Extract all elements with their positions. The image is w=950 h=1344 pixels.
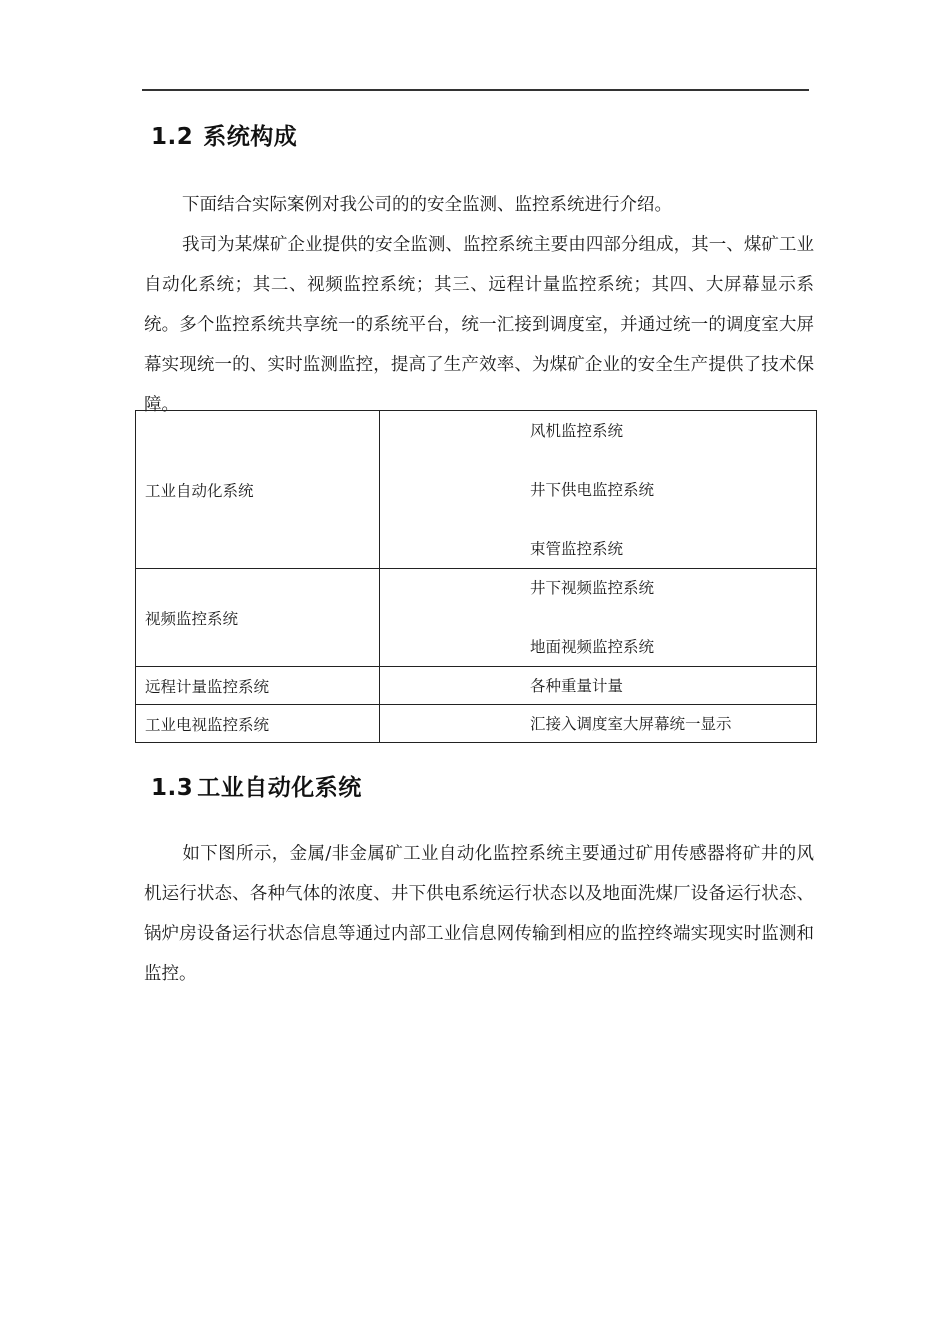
table-row: [136, 569, 817, 667]
table-row: [136, 411, 817, 569]
system-composition-table: [135, 410, 817, 743]
section-heading-1-2: [151, 118, 297, 151]
table-cell-system: 工业电视监控系统: [136, 705, 380, 743]
table-row: [136, 667, 817, 705]
description-paragraph: [144, 225, 814, 425]
table-cell-subsystems: [380, 569, 817, 667]
subsystem-item: 井下供电监控系统: [530, 480, 655, 499]
subsystem-item: 风机监控系统: [530, 421, 624, 440]
subsystem-item: 束管监控系统: [530, 539, 624, 558]
table-cell-system: 远程计量监控系统: [136, 667, 380, 705]
section-title: 工业自动化系统: [197, 775, 362, 801]
table-cell-subsystems: [380, 667, 817, 705]
table-cell-system: 工业自动化系统: [136, 411, 380, 569]
subsystem-item: 各种重量计量: [530, 676, 624, 695]
table-cell-subsystems: [380, 705, 817, 743]
paragraph-text: 下面结合实际案例对我公司的的安全监测、监控系统进行介绍。: [182, 195, 672, 215]
header-rule: [142, 89, 809, 91]
section-number: 1.3: [151, 775, 194, 801]
paragraph-text: 我司为某煤矿企业提供的安全监测、监控系统主要由四部分组成，其一、煤矿工业自动化系统；其二、视频监控系统；其三、远程计量监控系统；其四、大屏幕显示系统。多个监控系统共享统一的系统平台，统一汇接到调度室，并通过统一的调度室大屏幕实现统一的、实时监测监控，提高了生产效率、为煤矿企业的安全生产提供了技术保障。: [144, 235, 814, 415]
table-row: [136, 705, 817, 743]
section-heading-1-3: [151, 769, 362, 802]
subsystem-item: 汇接入调度室大屏幕统一显示: [530, 714, 732, 733]
section-number: 1.2: [151, 124, 194, 150]
table-cell-subsystems: [380, 411, 817, 569]
intro-paragraph: [144, 185, 814, 225]
subsystem-item: 井下视频监控系统: [530, 579, 655, 597]
table-cell-system: 视频监控系统: [136, 569, 380, 667]
automation-paragraph: [144, 834, 814, 994]
paragraph-text: 如下图所示，金属/非金属矿工业自动化监控系统主要通过矿用传感器将矿井的风机运行状态、各种气体的浓度、井下供电系统运行状态以及地面洗煤厂设备运行状态、锅炉房设备运行状态信息等通过内部工业信息网传输到相应的监控终端实现实时监测和监控。: [144, 844, 814, 984]
subsystem-item: 地面视频监控系统: [530, 638, 655, 656]
section-title: 系统构成: [203, 124, 298, 150]
